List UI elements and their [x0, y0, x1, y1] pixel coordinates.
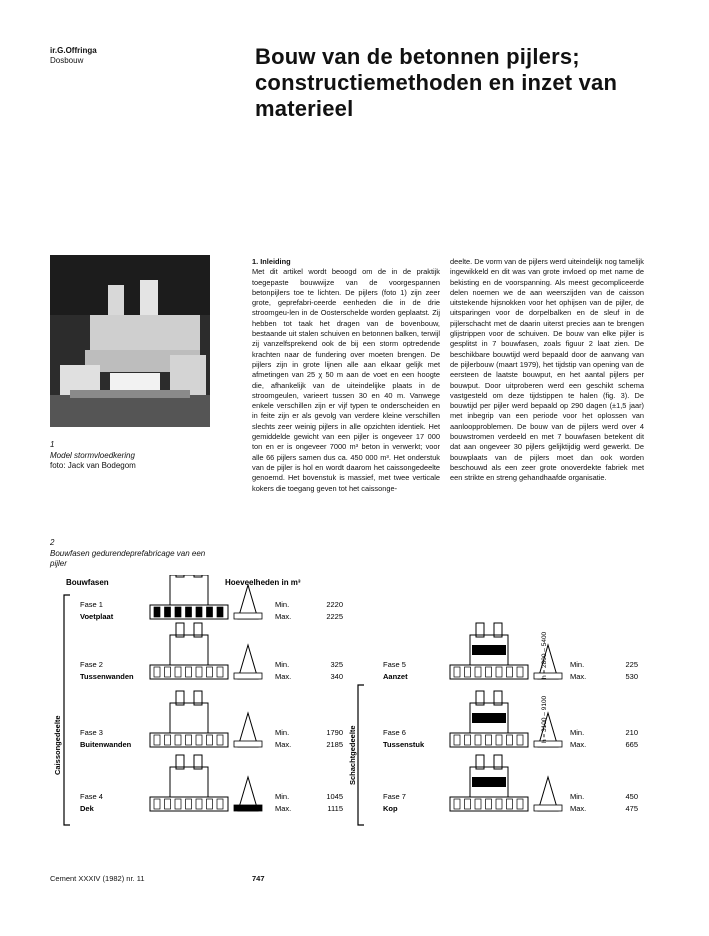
min-value: 2220 [326, 600, 343, 609]
min-value: 325 [330, 660, 343, 669]
phase-name: Aanzet [383, 672, 408, 681]
column1-paragraph: Met dit artikel wordt beoogd om de in de praktijk toegepaste bouwwijze van de voorgespannen betonpijlers toe te lichten. De pijlers (foto 1) zijn zeer grote, geprefabri-ceerde eenheden die in de drie stroomgeu-len in de Oosterschelde worden geplaatst. Zij hebben tot taak het dragen van de bovenbouw, bestaande uit stalen schuiven en betonnen balken, terwijl zij vanzelfsprekend ook de bij een storm optredende krachten naar de fundering over moeten brengen. De pijlers zijn in grote lijnen alle aan elkaar gelijk met afmetingen van 25 χ 50 m aan de voet en een hoogte die, afhankelijk van de uiteindelijke plaats in de stroomgeulen, varieert tussen 30 en 40 m. Vanwege enkele verschillen zijn er vijf typen te onderscheiden en in feite zijn er als gevolg van verdere kleine verschillen slechts zeer weinig pijlers in alle opzichten identiek. Het gemiddelde gewicht van een pijler is ongeveer 17 000 ton en er is ongeveer 7000 m³ beton in verwerkt; voor alle 66 pijlers samen dus ca. 450 000 m³. Het onderstuk van de pijler is hol en wordt daarom het caissongedeelte genoemd. Het bovenstuk is massief, met twee verticale kokers die toegang geven tot het caissonge- [252, 267, 440, 493]
min-value: 1790 [326, 728, 343, 737]
pier-side-view [534, 645, 562, 679]
min-value: 210 [625, 728, 638, 737]
pier-sketch [150, 755, 228, 811]
pier-side-view [234, 645, 262, 679]
footer-journal: Cement XXXIV (1982) nr. 11 [50, 874, 145, 883]
section-heading: 1. Inleiding [252, 257, 291, 266]
article-title: Bouw van de betonnen pijlers; constructiemethoden en inzet van materieel [255, 44, 618, 121]
max-label: Max. [570, 804, 587, 813]
phase-name: Buitenwanden [80, 740, 132, 749]
max-label: Max. [275, 804, 292, 813]
right-bracket [358, 685, 364, 825]
max-value: 665 [625, 740, 638, 749]
phase-name: Tussenstuk [383, 740, 425, 749]
phase-label: Fase 7 [383, 792, 406, 801]
figure2-number: 2 [50, 538, 55, 547]
phase-label: Fase 2 [80, 660, 103, 669]
dim-label-fase6: h = 3100 – 9100 [541, 695, 548, 743]
phase-label: Fase 1 [80, 600, 103, 609]
figure1-credit: foto: Jack van Bodegom [50, 461, 136, 470]
min-value: 1045 [326, 792, 343, 801]
text-column-2 [450, 257, 644, 484]
max-value: 2225 [326, 612, 343, 621]
pier-sketch [450, 623, 528, 679]
side-label-schacht: Schachtgedeelte [348, 725, 357, 785]
min-value: 450 [625, 792, 638, 801]
min-label: Min. [570, 660, 585, 669]
author-block [50, 46, 97, 66]
phase-name: Kop [383, 804, 398, 813]
pier-side-view [234, 777, 262, 811]
pier-side-view [534, 777, 562, 811]
phase-label: Fase 3 [80, 728, 103, 737]
figure1-caption [50, 440, 220, 472]
pier-side-view [234, 585, 262, 619]
dim-label-fase5: h = 2800 – 5400 [541, 631, 548, 679]
phase-name: Dek [80, 804, 94, 813]
pier-sketch [450, 691, 528, 747]
pier-sketch [450, 755, 528, 811]
min-label: Min. [275, 660, 290, 669]
max-value: 340 [330, 672, 343, 681]
header-hoeveelheden: Hoeveelheden in m³ [225, 578, 301, 587]
max-label: Max. [570, 740, 587, 749]
phases-diagram [50, 575, 660, 835]
pier-sketch [150, 575, 228, 619]
phase-name: Voetplaat [80, 612, 114, 621]
max-value: 1115 [327, 804, 343, 813]
max-label: Max. [275, 740, 292, 749]
author-name: ir.G.Offringa [50, 46, 97, 55]
page-number: 747 [252, 874, 265, 883]
max-label: Max. [275, 612, 292, 621]
min-label: Min. [570, 728, 585, 737]
left-bracket [64, 595, 70, 825]
max-value: 530 [625, 672, 638, 681]
phase-label: Fase 5 [383, 660, 406, 669]
figure2-caption [50, 538, 220, 570]
pier-sketch [150, 691, 228, 747]
max-value: 475 [625, 804, 638, 813]
min-label: Min. [570, 792, 585, 801]
pier-side-view [234, 713, 262, 747]
max-value: 2185 [326, 740, 343, 749]
figure1-number: 1 [50, 440, 55, 449]
pier-sketch [150, 623, 228, 679]
phase-name: Tussenwanden [80, 672, 134, 681]
phase-label: Fase 6 [383, 728, 406, 737]
figure1-title: Model stormvloedkering [50, 450, 135, 460]
column2-paragraph: deelte. De vorm van de pijlers werd uiteindelijk nog tamelijk ingewikkeld en dit was van grote invloed op met name de bekisting en de voorspanning. Als meest gecompliceerde delen noemen we de aan weerszijden van de caisson uitstekende hijsnokken voor het ophijsen van de pijler, de uitsparingen voor de dorpelbalken en de sleuf in de pijlerschacht met de daarin uiterst precies aan te brengen glijstrippen voor de schuiven. De bouw van elke pijler is gesplitst in 7 bouwfasen, zoals figuur 2 laat zien. De beschikbare bouwtijd werd bepaald door de aanvang van de pijlerbouw (maart 1979), het tijdstip van opening van de eersteen de laatste bouwput, en het aantal pijlers per bouwput. Door uitproberen werd een geschikt schema vastgesteld om deze tijdstippen te halen (fig. 3). De bouwtijd per pijler werd bepaald op 290 dagen (±1,5 jaar) met inbegrip van een periode voor het oplossen van aanloopproblemen. De bouw van de pijlers werd over 4 bouwstromen verdeeld en met 7 bouwfasen betekent dit dat aan ongeveer 30 pijlers gelijktijdig werd gewerkt. De bouwplaats van de pijlers moet dan ook worden beschouwd als een zeer grote onoverdekte fabriek met een strikte en streng gehandhaafde organisatie. [450, 257, 644, 483]
max-label: Max. [275, 672, 292, 681]
max-label: Max. [570, 672, 587, 681]
phase-label: Fase 4 [80, 792, 103, 801]
min-value: 225 [625, 660, 638, 669]
header-bouwfasen: Bouwfasen [66, 578, 109, 587]
pier-side-view [534, 713, 562, 747]
text-column-1 [252, 257, 440, 494]
author-affiliation: Dosbouw [50, 56, 84, 65]
min-label: Min. [275, 728, 290, 737]
model-photo [50, 255, 210, 427]
min-label: Min. [275, 792, 290, 801]
side-label-caisson: Caissongedeelte [53, 715, 62, 775]
min-label: Min. [275, 600, 290, 609]
figure2-title: Bouwfasen gedurendeprefabricage van een pijler [50, 548, 206, 568]
